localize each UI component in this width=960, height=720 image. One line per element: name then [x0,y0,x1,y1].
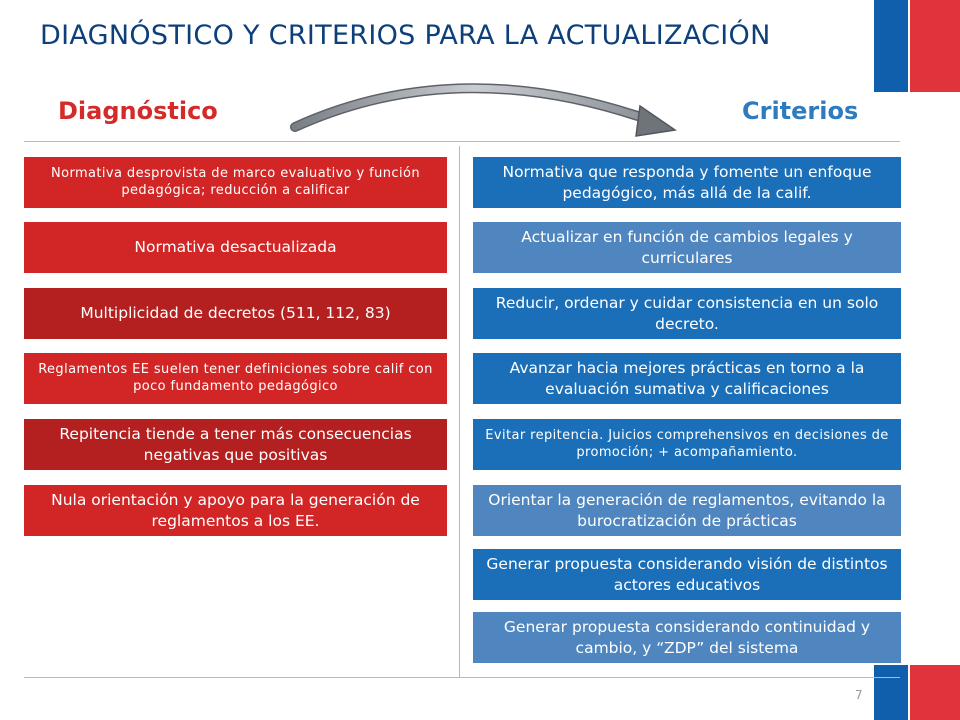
diagnostico-item: Normativa desprovista de marco evaluativo y función pedagógica; reducción a calificar [24,157,447,208]
criterio-item: Generar propuesta considerando continuidad y cambio, y “ZDP” del sistema [473,612,901,663]
page-number: 7 [855,688,863,702]
criterio-item: Avanzar hacia mejores prácticas en torno a la evaluación sumativa y calificaciones [473,353,901,404]
criterio-item: Evitar repitencia. Juicios comprehensivos en decisiones de promoción; + acompañamiento. [473,419,901,470]
diagnostico-item: Nula orientación y apoyo para la generación de reglamentos a los EE. [24,485,447,536]
criterio-item: Normativa que responda y fomente un enfoque pedagógico, más allá de la calif. [473,157,901,208]
slide-title: DIAGNÓSTICO Y CRITERIOS PARA LA ACTUALIZACIÓN [40,20,771,51]
divider-top [24,141,900,142]
heading-criterios: Criterios [742,97,859,125]
diagnostico-item: Repitencia tiende a tener más consecuencias negativas que positivas [24,419,447,470]
diagnostico-item: Reglamentos EE suelen tener definiciones sobre calif con poco fundamento pedagógico [24,353,447,404]
flag-decoration-top [874,0,960,92]
curved-arrow-icon [270,72,690,142]
criterio-item: Reducir, ordenar y cuidar consistencia en un solo decreto. [473,288,901,339]
divider-vertical [459,146,460,678]
divider-bottom [24,677,900,678]
heading-diagnostico: Diagnóstico [58,97,218,125]
criterio-item: Orientar la generación de reglamentos, evitando la burocratización de prácticas [473,485,901,536]
flag-decoration-bottom [874,665,960,720]
diagnostico-item: Normativa desactualizada [24,222,447,273]
diagnostico-item: Multiplicidad de decretos (511, 112, 83) [24,288,447,339]
criterio-item: Generar propuesta considerando visión de distintos actores educativos [473,549,901,600]
criterio-item: Actualizar en función de cambios legales y curriculares [473,222,901,273]
